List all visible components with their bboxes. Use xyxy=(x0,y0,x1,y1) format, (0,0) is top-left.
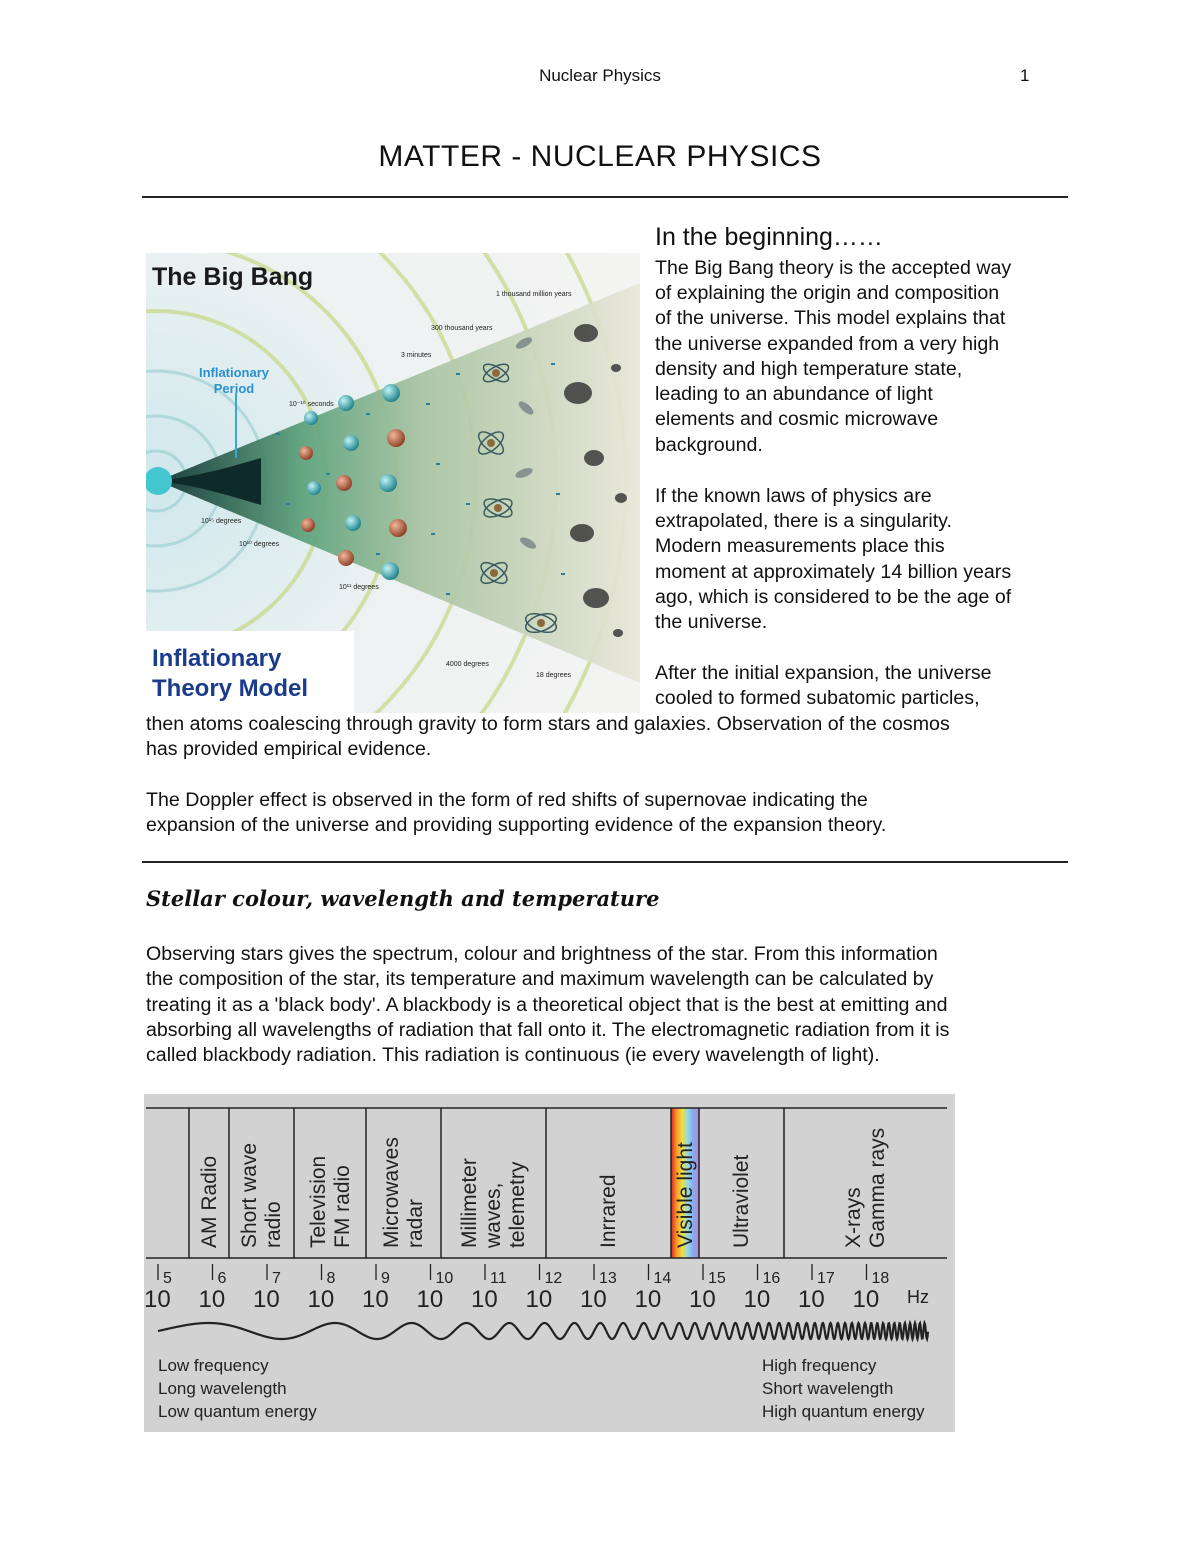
axis-base: 10 xyxy=(471,1286,498,1313)
band-label: AM Radio xyxy=(198,1155,221,1248)
paragraph-line: Modern measurements place this xyxy=(655,535,945,557)
band-label: Short wave xyxy=(238,1142,261,1248)
axis-base: 10 xyxy=(743,1286,771,1313)
low-end-label: Low quantum energy xyxy=(158,1402,317,1421)
axis-base: 10 xyxy=(144,1286,171,1313)
time-label: 300 thousand years xyxy=(431,325,493,332)
low-end-label: Low frequency xyxy=(158,1356,269,1375)
axis-exponent: 9 xyxy=(381,1270,390,1287)
paragraph-line: the composition of the star, its temperature and maximum wavelength can be calculated by xyxy=(146,968,934,990)
axis-base: 10 xyxy=(798,1286,825,1313)
band-label: FM radio xyxy=(331,1165,354,1248)
low-end-label: Long wavelength xyxy=(158,1379,287,1398)
axis-exponent: 8 xyxy=(326,1270,336,1287)
paragraph-line: the universe. xyxy=(655,611,768,633)
axis-exponent: 16 xyxy=(762,1270,781,1287)
axis-exponent: 18 xyxy=(871,1270,890,1287)
temp-label: 10¹¹ degrees xyxy=(339,584,379,591)
axis-exponent: 7 xyxy=(272,1270,281,1287)
figure-subtitle: Theory Model xyxy=(152,675,309,702)
axis-base: 10 xyxy=(416,1286,444,1313)
axis-base: 10 xyxy=(198,1286,226,1313)
figure-subtitle: Inflationary xyxy=(152,645,282,672)
band-label: Microwaves xyxy=(380,1137,403,1248)
band-label: telemetry xyxy=(506,1161,529,1248)
time-label: 3 minutes xyxy=(401,352,432,359)
band-label: radar xyxy=(404,1198,427,1248)
temp-label: 18 degrees xyxy=(536,672,572,679)
high-end-label: High frequency xyxy=(762,1356,877,1375)
axis-base: 10 xyxy=(634,1286,662,1313)
paragraph-line: background. xyxy=(655,434,763,456)
axis-base: 10 xyxy=(852,1286,880,1313)
paragraph-line: the universe expanded from a very high xyxy=(655,333,1000,355)
band-label: Television xyxy=(307,1155,330,1248)
band-label: Inrrared xyxy=(597,1174,620,1248)
paragraph-line: of explaining the origin and composition xyxy=(655,282,1000,304)
temp-label: 10¹⁰ degrees xyxy=(239,541,280,548)
paragraph-line: The Doppler effect is observed in the form of red shifts of supernovae indicating the xyxy=(146,789,868,811)
paragraph-line: of the universe. This model explains that xyxy=(655,307,1006,329)
axis-exponent: 5 xyxy=(163,1270,172,1287)
document-title: MATTER - NUCLEAR PHYSICS xyxy=(378,140,822,173)
paragraph-line: After the initial expansion, the universe xyxy=(655,662,992,684)
paragraph-line: moment at approximately 14 billion years xyxy=(655,561,1012,583)
section-heading-stellar: Stellar colour, wavelength and temperature xyxy=(146,886,660,911)
band-label: Visible light xyxy=(674,1142,697,1248)
temp-label: 4000 degrees xyxy=(446,661,489,668)
page-number: 1 xyxy=(1020,66,1030,85)
axis-exponent: 11 xyxy=(490,1270,507,1287)
axis-unit: Hz xyxy=(907,1287,929,1307)
section-rule xyxy=(142,861,1068,863)
big-bang-figure xyxy=(146,253,640,713)
paragraph-line: expansion of the universe and providing supporting evidence of the expansion theory. xyxy=(146,814,887,836)
running-header-title: Nuclear Physics xyxy=(539,66,661,85)
inflation-label: Period xyxy=(213,381,255,396)
axis-exponent: 15 xyxy=(708,1270,726,1287)
paragraph-line: ago, which is considered to be the age of xyxy=(655,586,1012,608)
paragraph-line: elements and cosmic microwave xyxy=(655,408,939,430)
axis-base: 10 xyxy=(580,1286,607,1313)
paragraph-line: density and high temperature state, xyxy=(655,358,963,380)
paragraph-line: If the known laws of physics are xyxy=(655,485,932,507)
band-label: Millimeter xyxy=(458,1158,481,1248)
axis-exponent: 10 xyxy=(435,1270,454,1287)
band-label: X-rays xyxy=(842,1187,865,1248)
axis-exponent: 12 xyxy=(544,1270,563,1287)
figure-title: The Big Bang xyxy=(152,263,314,291)
title-rule xyxy=(142,196,1068,198)
paragraph-line: cooled to formed subatomic particles, xyxy=(655,687,980,709)
axis-base: 10 xyxy=(525,1286,553,1313)
temp-label: 10¹⁵ degrees xyxy=(201,518,242,525)
high-end-label: High quantum energy xyxy=(762,1402,925,1421)
band-label: waves, xyxy=(482,1182,505,1248)
em-spectrum-diagram xyxy=(144,1094,955,1432)
paragraph-line: leading to an abundance of light xyxy=(655,383,933,405)
inflation-label: Inflationary xyxy=(198,365,270,380)
axis-exponent: 14 xyxy=(653,1270,672,1287)
paragraph-line: Observing stars gives the spectrum, colour and brightness of the star. From this information xyxy=(146,943,938,965)
paragraph-line: has provided empirical evidence. xyxy=(146,738,432,760)
axis-base: 10 xyxy=(307,1286,335,1313)
paragraph-line: The Big Bang theory is the accepted way xyxy=(655,257,1012,279)
axis-exponent: 13 xyxy=(599,1270,617,1287)
paragraph-line: absorbing all wavelengths of radiation that fall onto it. The electromagnetic radiation from it is xyxy=(146,1019,950,1041)
high-end-label: Short wavelength xyxy=(762,1379,894,1398)
time-label: 10⁻¹⁰ seconds xyxy=(289,401,334,408)
axis-base: 10 xyxy=(362,1286,389,1313)
axis-exponent: 6 xyxy=(217,1270,227,1287)
axis-base: 10 xyxy=(253,1286,280,1313)
band-label: radio xyxy=(262,1201,285,1248)
axis-exponent: 17 xyxy=(817,1270,835,1287)
paragraph-line: then atoms coalescing through gravity to form stars and galaxies. Observation of the cosmos xyxy=(146,713,950,735)
paragraph-line: extrapolated, there is a singularity. xyxy=(655,510,952,532)
paragraph-line: called blackbody radiation. This radiation is continuous (ie every wavelength of light). xyxy=(146,1044,880,1066)
section-heading-beginning: In the beginning…… xyxy=(655,223,883,251)
band-label: Gamma rays xyxy=(866,1127,889,1248)
paragraph-line: treating it as a 'black body'. A blackbody is a theoretical object that is the best at emitting and xyxy=(146,994,948,1016)
band-label: Ultraviolet xyxy=(730,1154,753,1248)
axis-base: 10 xyxy=(689,1286,716,1313)
time-label: 1 thousand million years xyxy=(496,291,572,298)
